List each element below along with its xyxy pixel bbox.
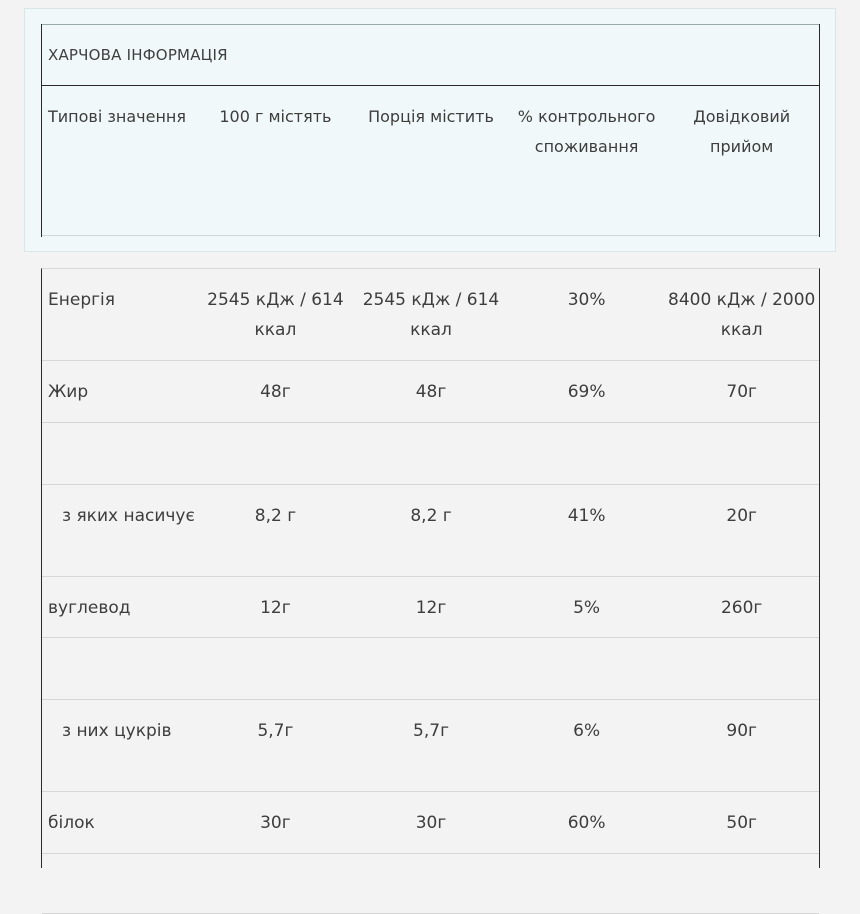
value-per-portion: 5,7г	[413, 721, 450, 741]
value-per-100g	[198, 654, 354, 699]
value-percent: 41%	[567, 506, 606, 526]
header-percent-ri: % контрольного споживання	[517, 107, 656, 156]
table-row	[42, 577, 819, 638]
value-reference: 50г	[726, 813, 757, 833]
value-reference: 70г	[726, 382, 757, 402]
value-reference	[664, 654, 819, 699]
value-per-100g: 48г	[260, 382, 291, 402]
nutrient-name: Енергія	[48, 290, 115, 310]
value-percent: 5%	[573, 598, 601, 618]
table-row	[42, 700, 819, 792]
value-per-100g: 8,2 г	[254, 506, 297, 526]
value-percent: 69%	[567, 382, 606, 402]
table-row-empty	[42, 854, 819, 914]
value-reference	[664, 870, 819, 913]
value-reference: 90г	[726, 721, 757, 741]
value-per-portion	[353, 654, 509, 699]
value-per-portion: 12г	[415, 598, 447, 618]
column-header-row	[42, 86, 819, 236]
header-reference-intake: Довідковий прийом	[693, 107, 791, 156]
value-per-100g: 12г	[260, 598, 291, 618]
nutrient-name: з них цукрів	[62, 721, 172, 741]
table-row	[42, 792, 819, 854]
value-percent	[509, 654, 665, 699]
table-row-empty	[42, 423, 819, 485]
nutrient-name: білок	[48, 813, 95, 833]
table-row	[42, 361, 819, 423]
value-per-portion: 30г	[415, 813, 447, 833]
value-per-100g: 5,7г	[257, 721, 294, 741]
nutrition-body-table	[41, 268, 820, 868]
value-percent: 60%	[567, 813, 606, 833]
table-title: ХАРЧОВА ІНФОРМАЦІЯ	[42, 24, 819, 86]
value-per-portion	[353, 439, 509, 484]
value-percent	[509, 870, 665, 913]
value-reference: 20г	[726, 506, 757, 526]
header-typical-values: Типові значення	[48, 107, 186, 126]
value-reference: 260г	[720, 598, 763, 618]
value-per-portion: 48г	[415, 382, 447, 402]
table-row	[42, 485, 819, 577]
table-row-empty	[42, 638, 819, 700]
value-reference: 8400 кДж / 2000 ккал	[668, 290, 816, 340]
nutrient-name	[42, 654, 198, 699]
value-per-portion	[353, 870, 509, 913]
value-per-portion: 8,2 г	[410, 506, 452, 526]
nutrient-name: Жир	[48, 382, 89, 402]
value-percent: 6%	[573, 721, 601, 741]
value-percent: 30%	[567, 290, 606, 310]
value-per-100g	[198, 439, 354, 484]
nutrient-name: з яких насичує	[62, 506, 195, 526]
value-reference	[664, 439, 819, 484]
header-per-100g: 100 г містять	[219, 107, 332, 126]
value-percent	[509, 439, 665, 484]
nutrient-name	[42, 439, 198, 484]
nutrition-header-table	[41, 24, 820, 237]
nutrient-name: вуглевод	[48, 598, 131, 618]
value-per-100g: 30г	[260, 813, 291, 833]
value-per-portion: 2545 кДж / 614 ккал	[362, 290, 500, 340]
table-row	[42, 269, 819, 361]
value-per-100g	[198, 870, 354, 913]
nutrient-name	[42, 870, 198, 913]
header-per-portion: Порція містить	[368, 107, 494, 126]
value-per-100g: 2545 кДж / 614 ккал	[207, 290, 344, 340]
